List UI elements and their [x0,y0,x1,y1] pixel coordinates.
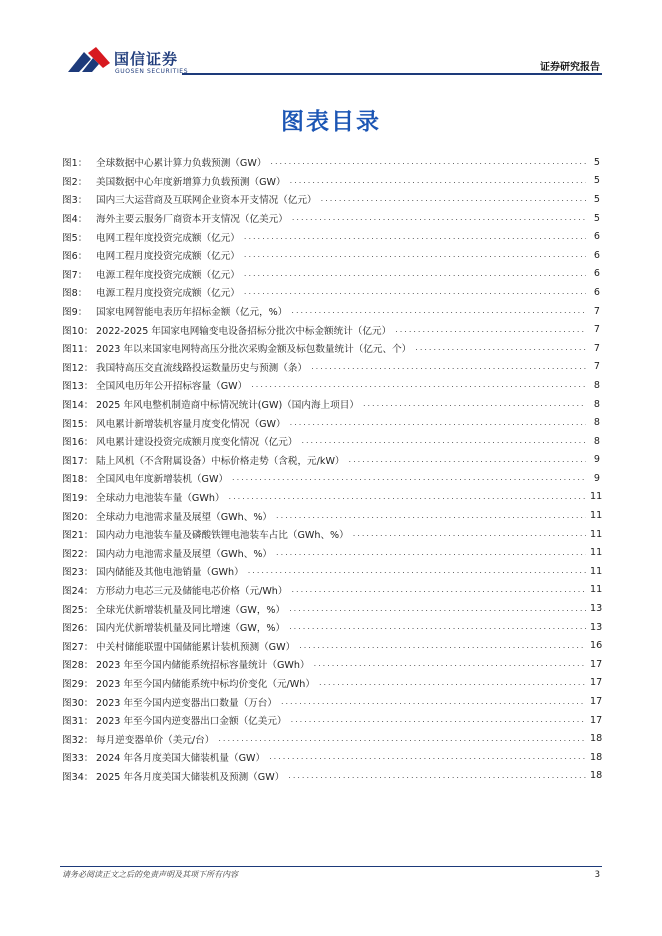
toc-entry[interactable] [62,358,600,377]
company-name-en: GUOSEN SECURITIES [115,68,189,75]
toc-entry-title: 每月逆变器单价（美元/台） [96,734,215,746]
toc-entry-page: 7 [593,305,600,317]
toc-entry-page: 11 [590,528,603,540]
toc-dot-leader [251,381,586,389]
toc-entry-number: 图3： [62,195,88,207]
toc-dot-leader [232,474,586,482]
footer-divider [60,866,602,867]
toc-dot-leader [218,735,586,743]
toc-entry-page: 5 [593,212,600,224]
toc-entry-number: 图30： [62,697,94,709]
toc-entry-title: 国内动力电池需求量及展望（GWh、%） [96,548,273,560]
toc-dot-leader [319,679,586,687]
toc-entry-number: 图4： [62,214,88,226]
toc-entry-number: 图10： [62,325,94,337]
toc-entry[interactable] [62,711,603,730]
toc-entry-title: 国内储能及其他电池销量（GWh） [96,567,244,579]
toc-entry-page: 17 [590,658,603,670]
toc-entry-page: 8 [593,417,600,429]
toc-title: 图表目录 [281,109,381,135]
toc-dot-leader [229,493,586,501]
toc-entry-number: 图2： [62,176,88,188]
toc-entry-number: 图22： [62,548,94,560]
toc-entry-number: 图21： [62,530,94,542]
page-header [0,0,662,80]
header-divider [182,73,602,75]
toc-entry-page: 6 [593,268,600,280]
toc-entry-page: 18 [590,733,603,745]
toc-entry-title: 海外主要云服务厂商资本开支情况（亿美元） [96,214,288,226]
toc-dot-leader [248,567,586,575]
toc-dot-leader [311,363,586,371]
toc-entry-page: 5 [593,193,600,205]
toc-entry-page: 18 [590,751,603,763]
toc-entry-number: 图15： [62,418,94,430]
toc-entry-number: 图16： [62,437,94,449]
toc-dot-leader [314,660,586,668]
toc-entry[interactable] [62,395,600,414]
toc-entry-title: 我国特高压交直流线路投运数量历史与预测（条） [96,362,308,374]
toc-entry-number: 图14： [62,400,94,412]
toc-entry-number: 图26： [62,623,94,635]
page-number: 3 [594,870,600,880]
toc-entry-number: 图11： [62,344,94,356]
toc-dot-leader [289,605,586,613]
toc-entry-title: 全球动力电池需求量及展望（GWh、%） [96,511,273,523]
toc-entry-number: 图8： [62,288,88,300]
toc-entry-page: 5 [593,156,600,168]
toc-entry-title: 2025 年各月度美国大储装机及预测（GW） [96,771,285,783]
toc-dot-leader [301,437,586,445]
toc-entry-title: 美国数据中心年度新增算力负载预测（GW） [96,176,286,188]
toc-entry-title: 全球光伏新增装机量及同比增速（GW，%） [96,604,286,616]
toc-entry[interactable] [62,209,600,228]
toc-entry-title: 2025 年风电整机制造商中标情况统计(GW)（国内海上项目） [96,400,359,412]
toc-entry-title: 电源工程年度投资完成额（亿元） [96,269,240,281]
toc-entry-title: 陆上风机（不含附属设备）中标价格走势（含税，元/kW） [96,455,345,467]
toc-entry-title: 国家电网智能电表历年招标金额（亿元，%） [96,307,288,319]
toc-entry-number: 图19： [62,492,94,504]
toc-dot-leader [291,307,586,315]
toc-entry[interactable] [62,153,600,172]
toc-entry[interactable] [62,581,603,600]
toc-entry-page: 13 [590,603,603,615]
toc-entry[interactable] [62,376,600,395]
toc-entry-page: 17 [590,696,603,708]
toc-entry-title: 2023 年至今国内逆变器出口数量（万台） [96,697,277,709]
toc-entry-page: 8 [593,435,600,447]
toc-entry-number: 图5： [62,232,88,244]
toc-entry[interactable] [62,562,603,581]
toc-entry-number: 图13： [62,381,94,393]
toc-entry-number: 图6： [62,251,88,263]
toc-entry-number: 图17： [62,455,94,467]
toc-entry-number: 图23： [62,567,94,579]
toc-entry-page: 6 [593,286,600,298]
toc-dot-leader [244,288,586,296]
toc-entry-page: 16 [590,640,603,652]
toc-entry-page: 11 [590,510,603,522]
toc-entry-page: 11 [590,565,603,577]
toc-entry[interactable] [62,525,603,544]
toc-entry-page: 13 [590,621,603,633]
toc-entry-title: 全球数据中心累计算力负载预测（GW） [96,158,267,170]
toc-dot-leader [415,344,586,352]
toc-entry-number: 图20： [62,511,94,523]
toc-dot-leader [244,270,586,278]
toc-entry[interactable] [62,655,603,674]
toc-dot-leader [299,642,586,650]
toc-entry-page: 11 [590,584,603,596]
toc-entry-title: 电网工程月度投资完成额（亿元） [96,251,240,263]
toc-entry-number: 图32： [62,734,94,746]
toc-entry-number: 图28： [62,660,94,672]
toc-entry-page: 8 [593,379,600,391]
toc-entry-page: 9 [593,454,600,466]
toc-dot-leader [349,456,586,464]
toc-entry[interactable] [62,339,600,358]
toc-entry-title: 2024 年各月度美国大储装机量（GW） [96,753,266,765]
toc-entry-number: 图34： [62,771,94,783]
toc-entry-page: 11 [590,491,603,503]
toc-entry-number: 图18： [62,474,94,486]
toc-entry-page: 9 [593,472,600,484]
toc-entry-number: 图12： [62,362,94,374]
toc-entry-title: 电源工程月度投资完成额（亿元） [96,288,240,300]
toc-entry-title: 风电累计建设投资完成额月度变化情况（亿元） [96,437,298,449]
toc-entry-title: 中关村储能联盟中国储能累计装机预测（GW） [96,641,296,653]
toc-entry[interactable] [62,748,603,767]
toc-entry-number: 图31： [62,716,94,728]
toc-entry[interactable] [62,488,603,507]
toc-entry-number: 图9： [62,307,88,319]
toc-entry-title: 全国风电历年公开招标容量（GW） [96,381,248,393]
report-type-label: 证券研究报告 [540,62,600,73]
toc-entry[interactable] [62,320,600,339]
toc-entry-title: 国内光伏新增装机量及同比增速（GW，%） [96,623,286,635]
toc-entry-number: 图1： [62,158,88,170]
toc-entry-page: 8 [593,398,600,410]
toc-entry-title: 2023 年至今国内储能系统招标容量统计（GWh） [96,660,310,672]
toc-entry-number: 图7： [62,269,88,281]
toc-dot-leader [321,195,586,203]
toc-dot-leader [353,530,586,538]
toc-entry[interactable] [62,302,600,321]
toc-entry-page: 7 [593,324,600,336]
toc-entry-number: 图29： [62,678,94,690]
toc-entry[interactable] [62,599,603,618]
toc-entry[interactable] [62,618,603,637]
toc-entry-number: 图27： [62,641,94,653]
toc-dot-leader [291,716,586,724]
toc-entry[interactable] [62,190,600,209]
toc-dot-leader [270,158,586,166]
toc-entry[interactable] [62,432,600,451]
toc-dot-leader [395,326,586,334]
toc-entry-number: 图33： [62,753,94,765]
toc-entry[interactable] [62,413,600,432]
toc-entry-title: 国内三大运营商及互联网企业资本开支情况（亿元） [96,195,317,207]
toc-entry-page: 17 [590,677,603,689]
toc-dot-leader [292,214,586,222]
toc-entry[interactable] [62,543,603,562]
toc-entry[interactable] [62,767,603,786]
toc-entry[interactable] [62,692,603,711]
figure-toc-list [62,153,603,785]
toc-entry-title: 2023 年以来国家电网特高压分批次采购金额及标包数量统计（亿元、个） [96,344,412,356]
company-name-cn: 国信证券 [114,50,179,68]
toc-dot-leader [281,698,586,706]
toc-entry-page: 17 [590,714,603,726]
toc-dot-leader [288,772,586,780]
toc-entry[interactable] [62,246,600,265]
toc-entry[interactable] [62,227,600,246]
toc-entry-page: 6 [593,249,600,261]
toc-entry-title: 2022-2025 年国家电网输变电设备招标分批次中标金额统计（亿元） [96,325,392,337]
toc-entry-title: 方形动力电芯三元及储能电芯价格（元/Wh） [96,585,288,597]
toc-entry-title: 电网工程年度投资完成额（亿元） [96,232,240,244]
toc-entry-page: 18 [590,770,603,782]
toc-entry-number: 图25： [62,604,94,616]
toc-entry[interactable] [62,451,600,470]
toc-dot-leader [244,233,586,241]
toc-dot-leader [289,623,586,631]
toc-dot-leader [244,251,586,259]
toc-entry-title: 2023 年至今国内储能系统中标均价变化（元/Wh） [96,678,315,690]
toc-dot-leader [276,549,586,557]
toc-entry-page: 7 [593,361,600,373]
toc-entry-title: 全球动力电池装车量（GWh） [96,492,225,504]
guosen-logo-icon [66,45,112,77]
toc-entry[interactable] [62,506,603,525]
toc-entry[interactable] [62,172,600,191]
toc-dot-leader [292,586,587,594]
toc-entry-title: 国内动力电池装车量及磷酸铁锂电池装车占比（GWh、%） [96,530,349,542]
toc-entry[interactable] [62,469,600,488]
toc-entry-page: 11 [590,547,603,559]
toc-entry-number: 图24： [62,585,94,597]
footer-disclaimer: 请务必阅读正文之后的免责声明及其项下所有内容 [62,870,238,879]
toc-entry[interactable] [62,674,603,693]
toc-dot-leader [269,753,586,761]
toc-entry-page: 6 [593,231,600,243]
toc-dot-leader [290,419,586,427]
toc-dot-leader [290,177,586,185]
toc-entry[interactable] [62,636,603,655]
toc-dot-leader [276,512,586,520]
toc-dot-leader [363,400,586,408]
toc-entry-title: 风电累计新增装机容量月度变化情况（GW） [96,418,286,430]
toc-entry-page: 7 [593,342,600,354]
toc-entry-title: 2023 年至今国内逆变器出口金额（亿美元） [96,716,287,728]
toc-entry-title: 全国风电年度新增装机（GW） [96,474,229,486]
toc-entry[interactable] [62,729,603,748]
toc-entry[interactable] [62,283,600,302]
toc-entry[interactable] [62,265,600,284]
toc-entry-page: 5 [593,175,600,187]
